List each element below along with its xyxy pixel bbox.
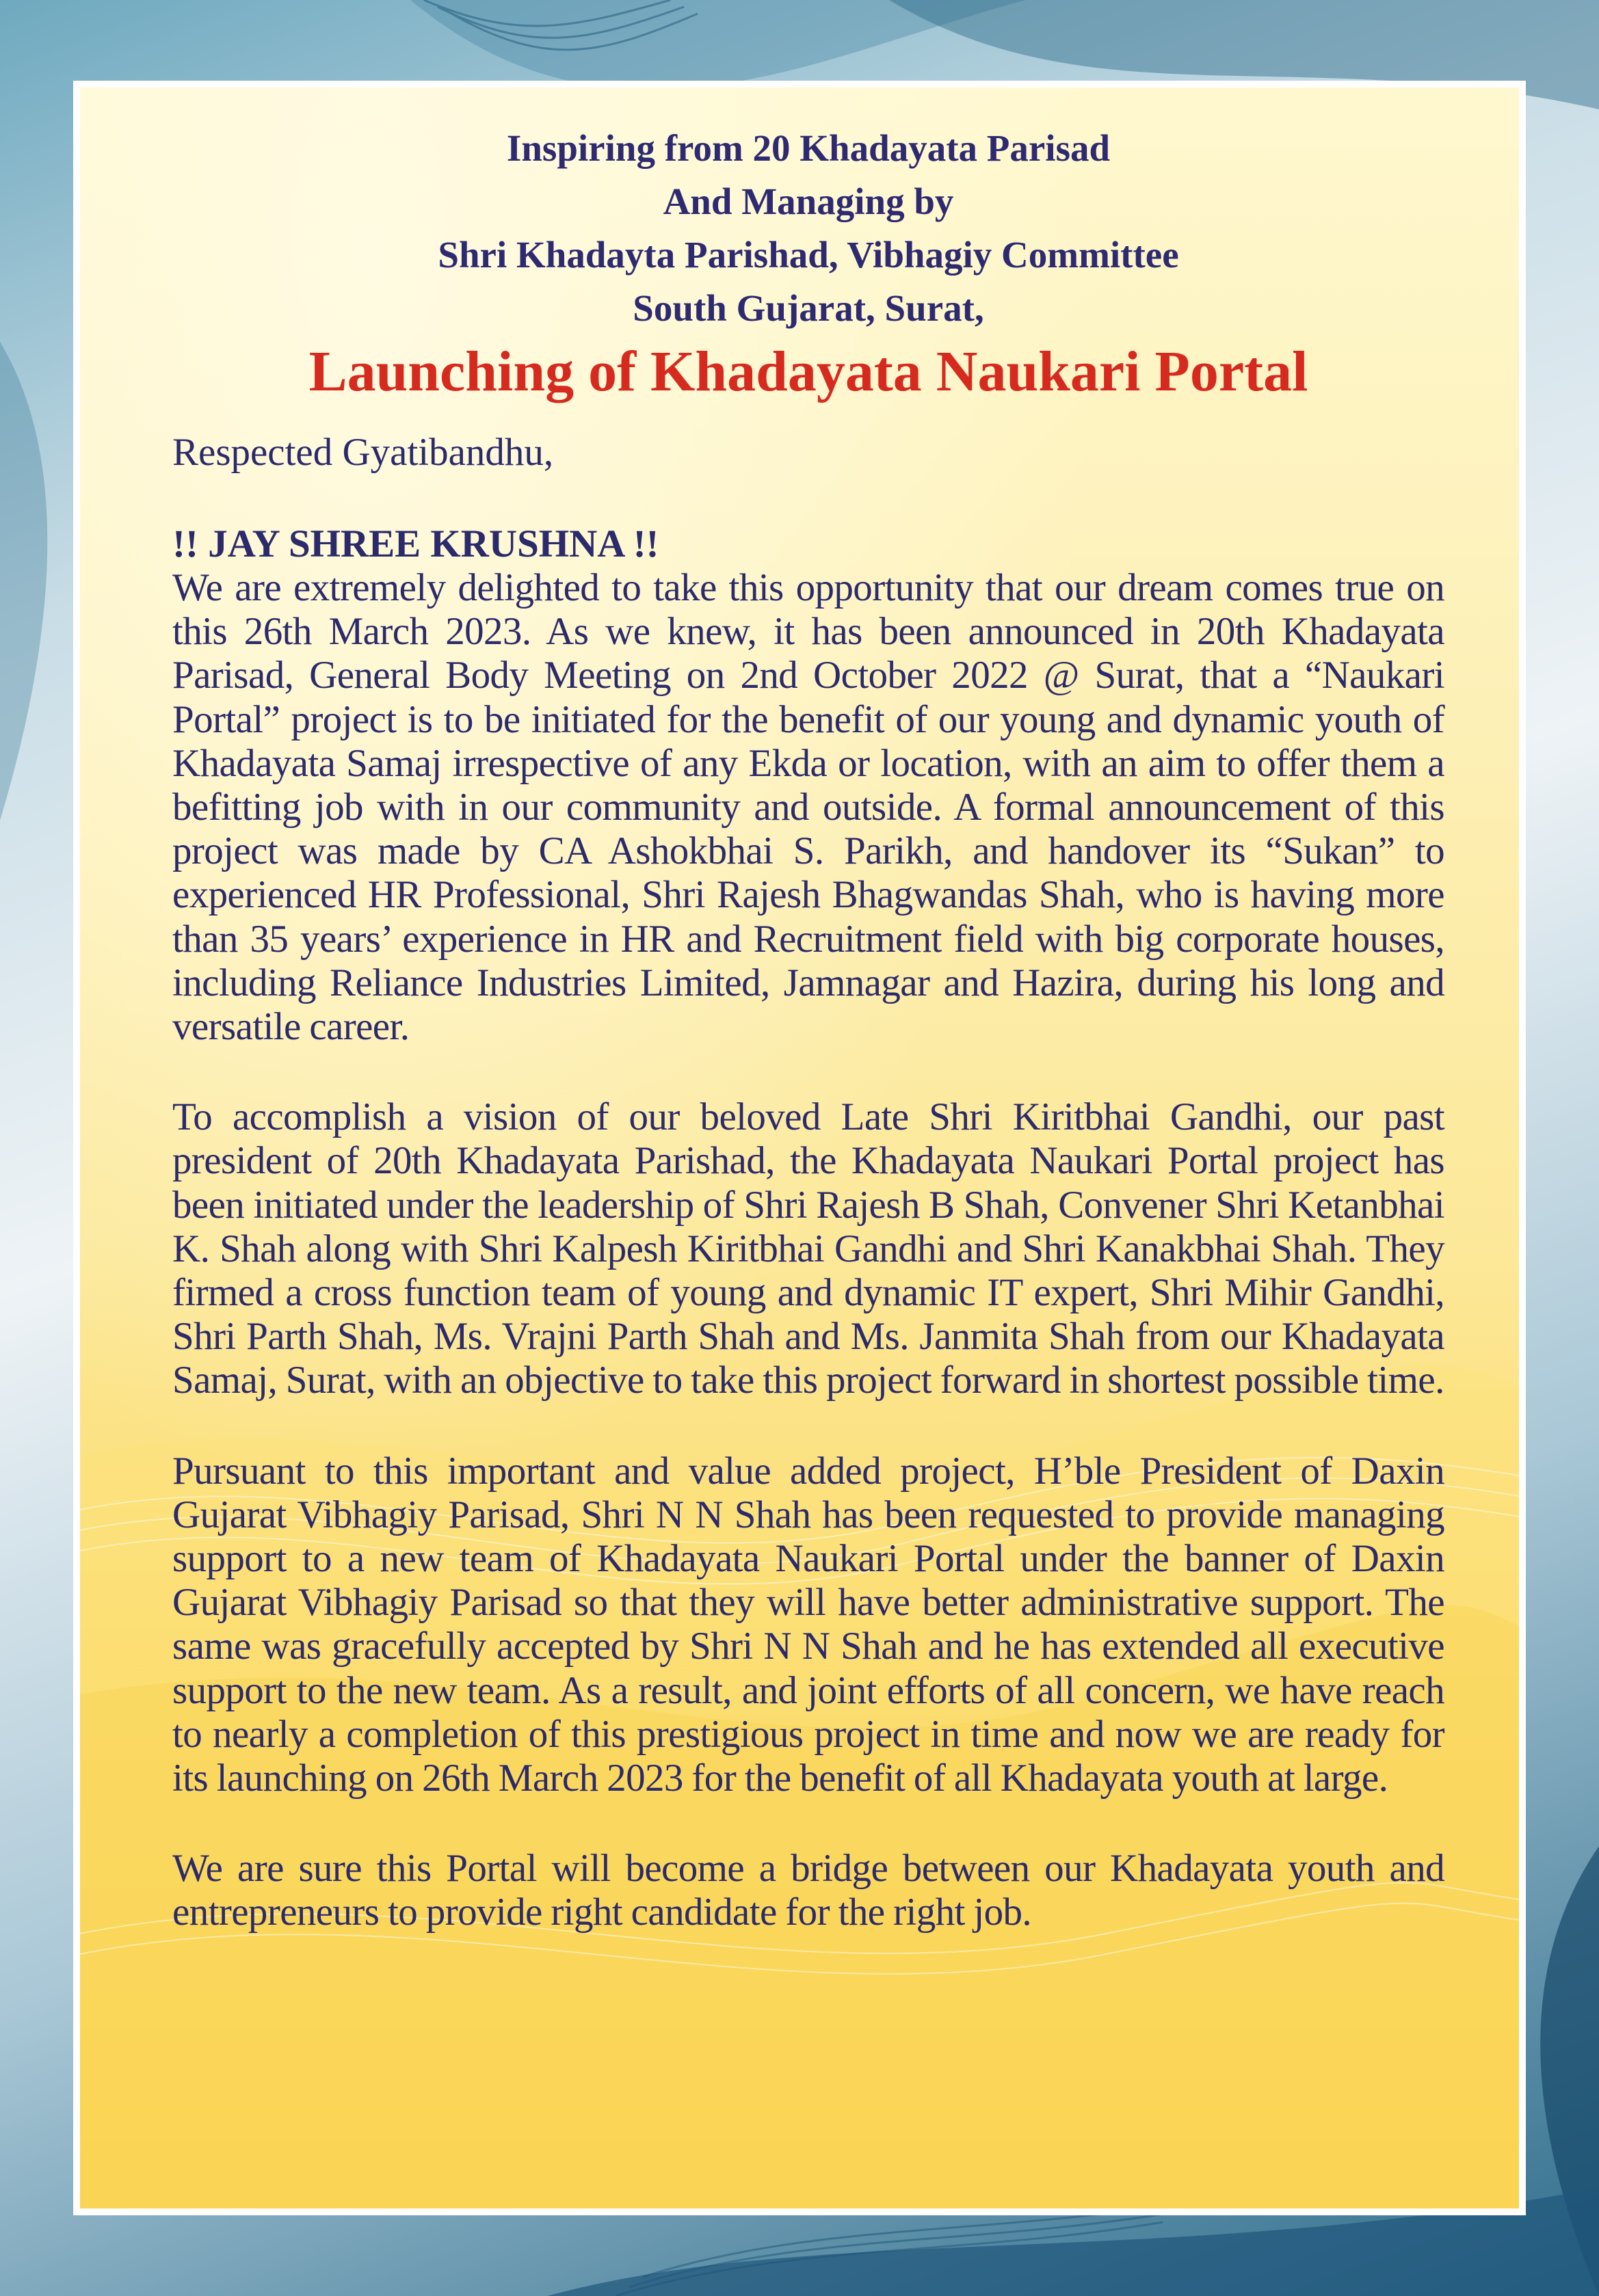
header-line-4: South Gujarat, Surat, (633, 287, 984, 329)
paragraph-4: We are sure this Portal will become a bridge between our Khadayata youth and entrepreneurs to provide right candidate for the right job. (172, 1847, 1444, 1934)
letter-header (172, 122, 1444, 335)
paragraph-2: To accomplish a vision of our beloved Late Shri Kiritbhai Gandhi, our past president of 20th Khadayata Parishad, the Khadayata Naukari Portal project has been initiated under the leadership of Shri Rajesh B Shah, Convener Shri Ketanbhai K. Shah along with Shri Kalpesh Kiritbhai Gandhi and Shri Kanakbhai Shah. They firmed a cross function team of young and dynamic IT expert, Shri Mihir Gandhi, Shri Parth Shah, Ms. Vrajni Parth Shah and Ms. Janmita Shah from our Khadayata Samaj, Surat, with an objective to take this project forward in shortest possible time. (172, 1095, 1444, 1402)
header-line-3: Shri Khadayta Parishad, Vibhagiy Committee (438, 234, 1179, 276)
header-line-1: Inspiring from 20 Khadayata Parisad (506, 127, 1111, 169)
letter-panel (73, 81, 1526, 2215)
greeting: !! JAY SHREE KRUSHNA !! (172, 522, 659, 565)
paragraph-3: Pursuant to this important and value added project, H’ble President of Daxin Gujarat Vibhagiy Parisad, Shri N N Shah has been requested to provide managing support to a new team of Khadayata Naukari Portal under the banner of Daxin Gujarat Vibhagiy Parisad so that they will have better administrative support. The same was gracefully accepted by Shri N N Shah and he has extended all executive support to the new team. As a result, and joint efforts of all concern, we have reach to nearly a completion of this prestigious project in time and now we are ready for its launching on 26th March 2023 for the benefit of all Khadayata youth at large. (172, 1449, 1444, 1800)
letter-content (172, 122, 1444, 1935)
paragraph-1: We are extremely delighted to take this opportunity that our dream comes true on this 26th March 2023. As we knew, it has been announced in 20th Khadayata Parisad, General Body Meeting on 2nd October 2022 @ Surat, that a “Naukari Portal” project is to be initiated for the benefit of our young and dynamic youth of Khadayata Samaj irrespective of any Ekda or location, with an aim to offer them a befitting job with in our community and outside. A formal announcement of this project was made by CA Ashokbhai S. Parikh, and handover its “Sukan” to experienced HR Professional, Shri Rajesh Bhagwandas Shah, who is having more than 35 years’ experience in HR and Recruitment field with big corporate houses, including Reliance Industries Limited, Jamnagar and Hazira, during his long and versatile career. (172, 566, 1444, 1049)
header-line-2: And Managing by (663, 181, 954, 222)
salutation: Respected Gyatibandhu, (172, 431, 554, 474)
letter-title: Launching of Khadayata Naukari Portal (308, 340, 1308, 403)
